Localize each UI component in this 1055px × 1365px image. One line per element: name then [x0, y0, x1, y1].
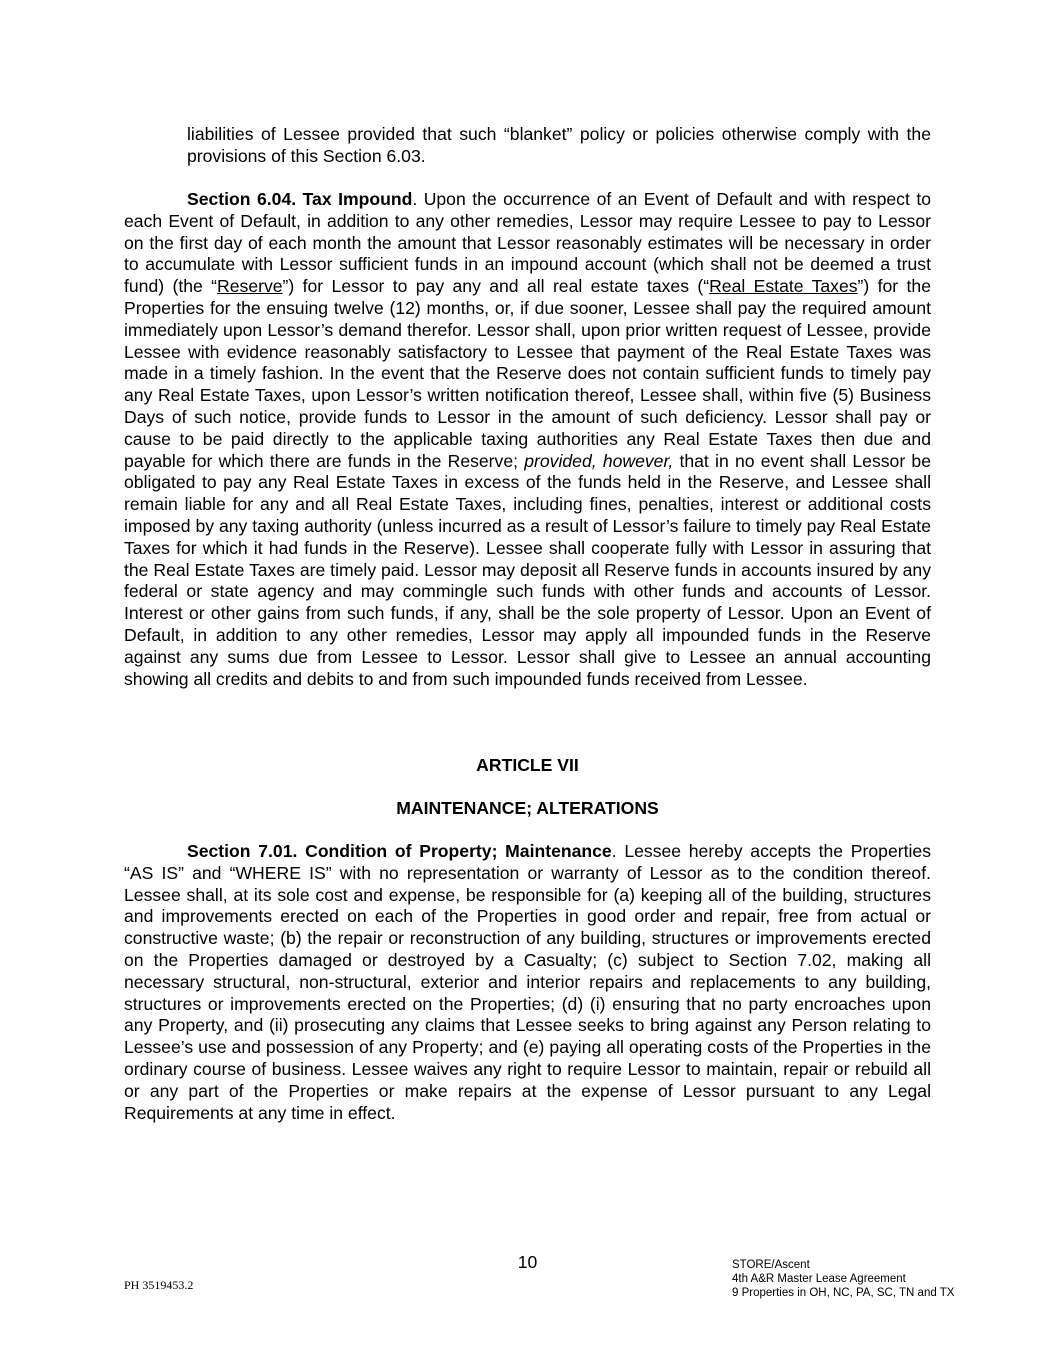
section-7-01-heading: Section 7.01. Condition of Property; Maintenance — [187, 841, 612, 861]
article-number: ARTICLE VII — [476, 755, 579, 775]
paragraph-continuation — [187, 124, 931, 168]
page-number: 10 — [517, 1252, 538, 1272]
section-7-01-text: . Lessee hereby accepts the Properties “AS IS” and “WHERE IS” with no representation or warranty of Lessor as to the condition thereof. Lessee shall, at its sole cost and expense, be responsible for (a) keeping all of the building, structures and improvements erected on each of the Properties in good order and repair, free from actual or constructive waste; (b) the repair or reconstruction of any building, structures or improvements erected on the Properties damaged or destroyed by a Casualty; (c) subject to Section 7.02, making all necessary structural, non-structural, exterior and interior repairs and replacements to any building, structures or improvements erected on the Properties; (d) (i) ensuring that no party encroaches upon any Property, and (ii) prosecuting any claims that Lessee seeks to bring against any Person relating to Lessee’s use and possession of any Property; and (e) paying all operating costs of the Properties in the ordinary course of business. Lessee waives any right to require Lessor to maintain, repair or rebuild all or any part of the Properties or make repairs at the expense of Lessor pursuant to any Legal Requirements at any time in effect. — [124, 841, 931, 1123]
footer-line-1: STORE/Ascent — [732, 1259, 810, 1271]
reserve-defined-term: Reserve — [217, 276, 283, 297]
document-id: PH 3519453.2 — [124, 1278, 194, 1292]
section-6-04-text-2: ”) for Lessor to pay any and all real estate taxes (“ — [282, 276, 710, 297]
paragraph-continuation-text: liabilities of Lessee provided that such “blanket” policy or policies otherwise comply with the provisions of this Section 6.03. — [187, 124, 931, 166]
article-title: MAINTENANCE; ALTERATIONS — [396, 798, 659, 818]
section-6-04-heading: Section 6.04. Tax Impound — [187, 189, 413, 209]
footer-document-info — [732, 1258, 954, 1300]
section-6-04-text-4: that in no event shall Lessor be obligated to pay any Real Estate Taxes in excess of the funds held in the Reserve, and Lessee shall remain liable for any and all Real Estate Taxes, including fines, penalties, interest or additional costs imposed by any taxing authority (unless incurred as a result of Lessor’s failure to timely pay Real Estate Taxes for which it had funds in the Reserve). Lessee shall cooperate fully with Lessor in assuring that the Real Estate Taxes are timely paid. Lessor may deposit all Reserve funds in accounts insured by any federal or state agency and may commingle such funds with other funds and accounts of Lessor. Interest or other gains from such funds, if any, shall be the sole property of Lessor. Upon an Event of Default, in addition to any other remedies, Lessor may apply all impounded funds in the Reserve against any sums due from Lessee to Lessor. Lessor shall give to Lessee an annual accounting showing all credits and debits to and from such impounded funds received from Lessee. — [124, 450, 931, 689]
footer-line-2: 4th A&R Master Lease Agreement — [732, 1273, 906, 1285]
section-6-04-paragraph — [124, 189, 931, 690]
proviso-text: provided, however, — [524, 450, 674, 471]
section-6-04-text-1: . Upon the occurrence of an Event of Default and with respect to each Event of Default, in addition to any other remedies, Lessor may require Lessee to pay to Lessor on the first day of each month the amount that Lessor reasonably estimates will be necessary in order to accumulate with Lessor sufficient funds in an impound account (which shall not be deemed a trust fund) (the “ — [124, 189, 931, 297]
real-estate-taxes-defined-term: Real Estate Taxes — [709, 276, 858, 297]
section-7-01-paragraph — [124, 841, 931, 1124]
section-6-04-text-3: ”) for the Properties for the ensuing twelve (12) months, or, if due sooner, Lessee shall pay the required amount immediately upon Lessor’s demand therefor. Lessor shall, upon prior written request of Lessee, provide Lessee with evidence reasonably satisfactory to Lessee that payment of the Real Estate Taxes was made in a timely fashion. In the event that the Reserve does not contain sufficient funds to timely pay any Real Estate Taxes, upon Lessor’s written notification thereof, Lessee shall, within five (5) Business Days of such notice, provide funds to Lessor in the amount of such deficiency. Lessor shall pay or cause to be paid directly to the applicable taxing authorities any Real Estate Taxes then due and payable for which there are funds in the Reserve; — [124, 276, 931, 471]
footer-line-3: 9 Properties in OH, NC, PA, SC, TN and TX — [732, 1287, 955, 1299]
